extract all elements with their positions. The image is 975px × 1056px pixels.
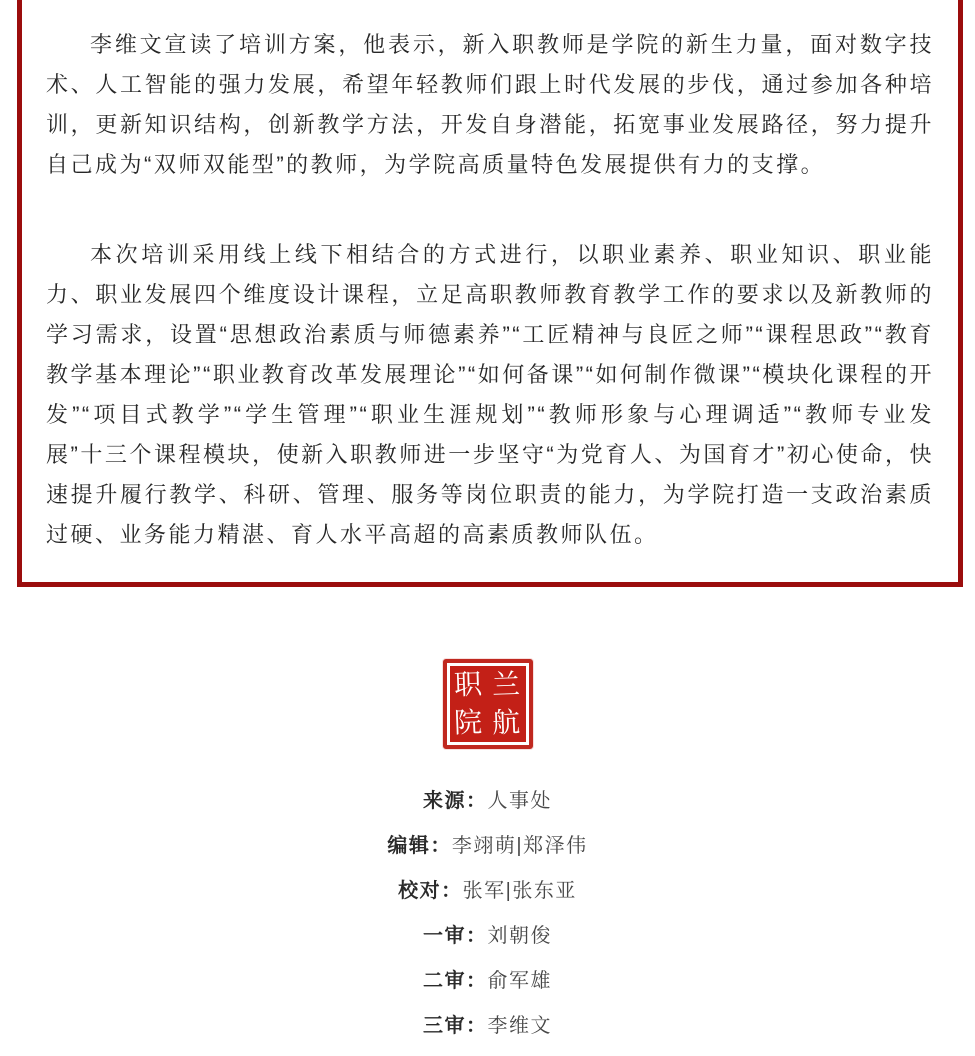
seal-char-bottom-left: 院 xyxy=(453,705,484,740)
article-paragraph-1: 李维文宣读了培训方案，他表示，新入职教师是学院的新生力量，面对数字技术、人工智能的强力发展，希望年轻教师们跟上时代发展的步伐，通过参加各种培训，更新知识结构，创新教学方法，开发自身潜能，拓宽事业发展路径，努力提升自己成为“双师双能型”的教师，为学院高质量特色发展提供有力的支撑。 xyxy=(46,32,934,177)
credit-value: 李翊萌|郑泽伟 xyxy=(451,835,588,857)
credit-value: 张军|张东亚 xyxy=(462,880,577,902)
seal-char-bottom-right: 航 xyxy=(491,705,522,740)
credit-row-first-review xyxy=(0,926,975,946)
seal-char-top-right: 兰 xyxy=(491,667,522,702)
credit-row-proofreader xyxy=(0,881,975,901)
credit-row-source xyxy=(0,791,975,811)
article-border-box xyxy=(17,0,963,587)
credit-value: 人事处 xyxy=(487,790,552,812)
credits-section xyxy=(0,791,975,1036)
credit-value: 李维文 xyxy=(487,1015,552,1037)
credit-label: 来源： xyxy=(423,790,488,812)
seal-char-top-left: 职 xyxy=(453,667,484,702)
credit-row-editor xyxy=(0,836,975,856)
article-paragraph-2: 本次培训采用线上线下相结合的方式进行，以职业素养、职业知识、职业能力、职业发展四个维度设计课程，立足高职教师教育教学工作的要求以及新教师的学习需求，设置“思想政治素质与师德素养”“工匠精神与良匠之师”“课程思政”“教育教学基本理论”“职业教育改革发展理论”“如何备课”“如何制作微课”“模块化课程的开发”“项目式教学”“学生管理”“职业生涯规划”“教师形象与心理调适”“教师专业发展”十三个课程模块，使新入职教师进一步坚守“为党育人、为国育才”初心使命，快速提升履行教学、科研、管理、服务等岗位职责的能力，为学院打造一支政治素质过硬、业务能力精湛、育人水平高超的高素质教师队伍。 xyxy=(46,242,934,547)
college-seal-stamp xyxy=(443,659,533,749)
credit-label: 编辑： xyxy=(387,835,452,857)
credit-row-second-review xyxy=(0,971,975,991)
credit-label: 校对： xyxy=(398,880,463,902)
seal-container xyxy=(0,659,975,749)
credit-row-third-review xyxy=(0,1016,975,1036)
credit-label: 二审： xyxy=(423,970,488,992)
credit-value: 俞军雄 xyxy=(487,970,552,992)
credit-label: 三审： xyxy=(423,1015,488,1037)
credit-label: 一审： xyxy=(423,925,488,947)
seal-inner-square xyxy=(450,666,526,742)
credit-value: 刘朝俊 xyxy=(487,925,552,947)
